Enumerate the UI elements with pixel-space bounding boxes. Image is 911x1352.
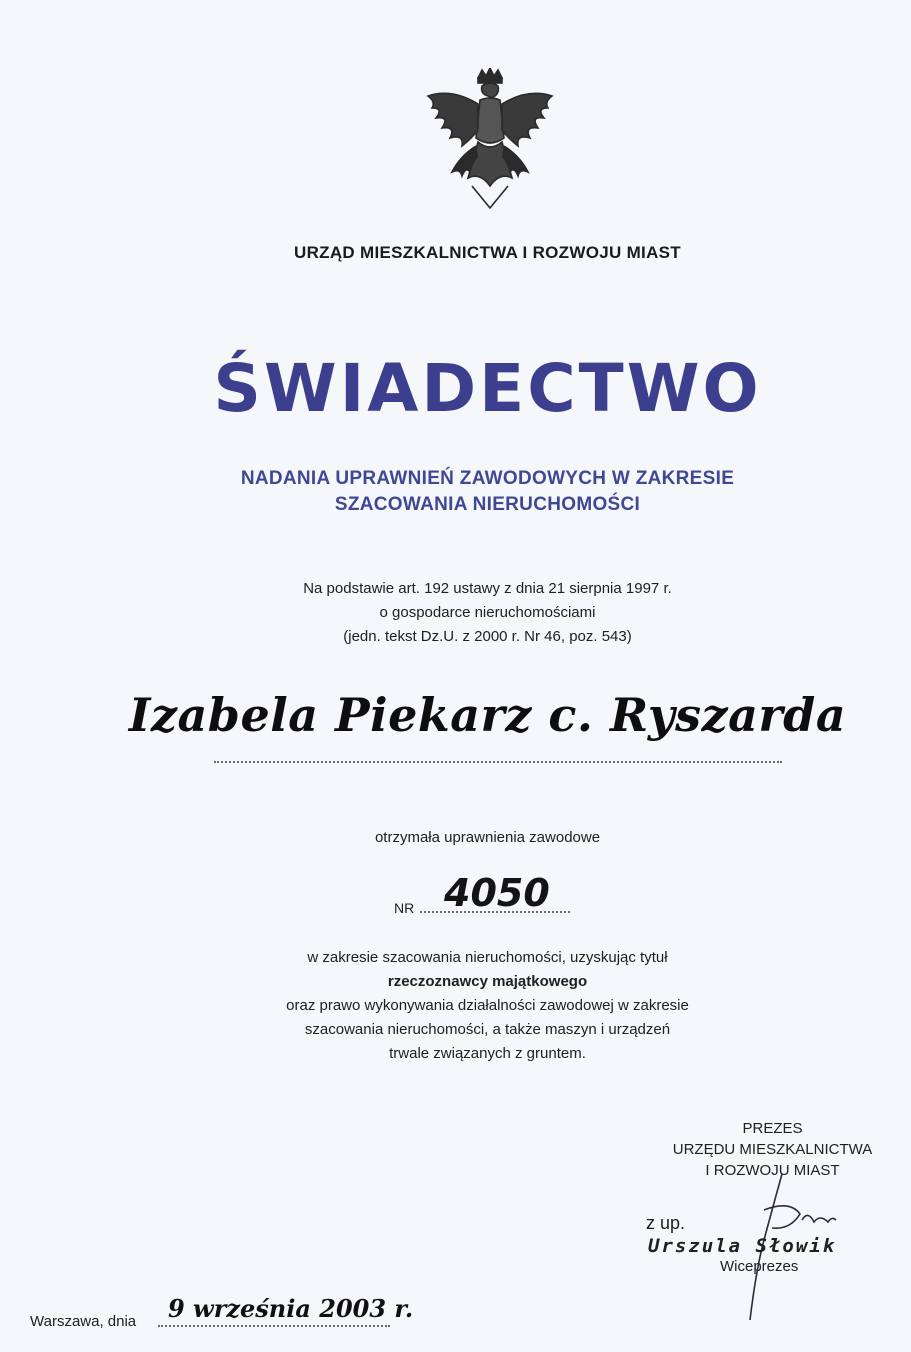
scope-line-4: szacowania nieruchomości, a także maszyn i urządzeń [304, 1021, 671, 1038]
issuing-office: URZĄD MIESZKALNICTWA I ROZWOJU MIAST [294, 243, 681, 262]
legal-basis-line-1: Na podstawie art. 192 ustawy z dnia 21 sierpnia 1997 r. [303, 580, 672, 597]
name-dotted-line [214, 761, 782, 763]
on-behalf-label: z up. [646, 1213, 686, 1233]
professional-title: rzeczoznawcy majątkowego [387, 973, 588, 990]
signatory-line-2: URZĘDU MIESZKALNICTWA [672, 1141, 873, 1158]
scope-line-5: trwale związanych z gruntem. [389, 1045, 586, 1062]
legal-basis-line-2: o gospodarce nieruchomościami [379, 604, 596, 621]
license-number-value: 4050 [444, 871, 550, 915]
subtitle-line-1: NADANIA UPRAWNIEŃ ZAWODOWYCH W ZAKRESIE [240, 468, 735, 489]
date-dotted-line [158, 1325, 390, 1327]
license-scope [0, 946, 911, 1066]
certificate-title: ŚWIADECTWO [213, 350, 762, 427]
signatory-line-1: PREZES [742, 1120, 803, 1137]
received-text: otrzymała uprawnienia zawodowe [374, 829, 601, 846]
legal-basis-line-3: (jedn. tekst Dz.U. z 2000 r. Nr 46, poz. 543) [343, 628, 632, 645]
license-number-label: NR [394, 900, 415, 916]
scope-line-1: w zakresie szacowania nieruchomości, uzyskując tytuł [307, 949, 668, 966]
signatory-name-stamp: Urszula Słowik [648, 1235, 837, 1257]
legal-basis [0, 577, 911, 649]
signatory-line-3: I ROZWOJU MIAST [705, 1162, 840, 1179]
certificate-subtitle [0, 466, 911, 518]
subtitle-line-2: SZACOWANIA NIERUCHOMOŚCI [334, 494, 641, 515]
place-label: Warszawa, dnia [30, 1313, 137, 1330]
holder-name: Izabela Piekarz c. Ryszarda [128, 688, 847, 742]
polish-eagle-emblem [422, 68, 558, 218]
issue-date: 9 września 2003 r. [168, 1294, 414, 1323]
signatory-role: Wiceprezes [720, 1258, 799, 1275]
scope-line-3: oraz prawo wykonywania działalności zawodowej w zakresie [286, 997, 689, 1014]
